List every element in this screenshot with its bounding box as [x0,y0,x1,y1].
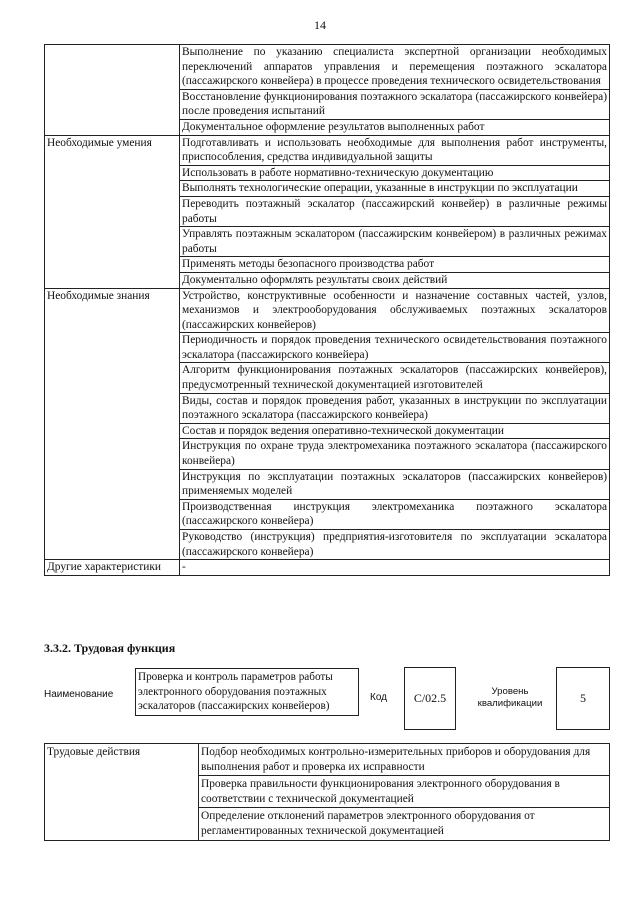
table-cell: Проверка правильности функционирования электронного оборудования в соответствии с технической документацией [199,776,610,808]
table-cell: Инструкция по охране труда электромеханика поэтажного эскалатора (пассажирского конвейера) [180,439,610,469]
level-box: 5 [556,667,610,730]
table-cell: Руководство (инструкция) предприятия-изготовителя по эксплуатации эскалатора (пассажирского конвейера) [180,530,610,560]
table-cell: Алгоритм функционирования поэтажных эскалаторов (пассажирских конвейеров), предусмотренный технической документацией изготовителей [180,363,610,393]
table-cell: Документальное оформление результатов выполненных работ [180,119,610,135]
table-cell: Применять методы безопасного производства работ [180,257,610,273]
name-label: Наименование [44,689,114,700]
table-cell: Выполнять технологические операции, указанные в инструкции по эксплуатации [180,181,610,197]
table-cell: Выполнение по указанию специалиста экспертной организации необходимых переключений аппаратов управления и перемещения поэтажного эскалатора (пассажирского конвейера) в процессе проведения технического освидетельствования [180,45,610,90]
actions-header: Трудовые действия [45,744,199,841]
table-row [45,135,610,165]
table-cell: Восстановление функционирования поэтажного эскалатора (пассажирского конвейера) после проведения испытаний [180,89,610,119]
empty-header-cell [45,45,180,136]
table-cell: Подбор необходимых контрольно-измерительных приборов и оборудования для выполнения работ и проверка их исправности [199,744,610,776]
table-cell: Устройство, конструктивные особенности и назначение составных частей, узлов, механизмов и электрооборудования обслуживаемых поэтажных эскалаторов (пассажирских конвейеров) [180,288,610,333]
table-cell: Подготавливать и использовать необходимые для выполнения работ инструменты, приспособления, средства индивидуальной защиты [180,135,610,165]
table-cell: Определение отклонений параметров электронного оборудования от регламентированных технической документацией [199,808,610,840]
table-cell: Использовать в работе нормативно-техническую документацию [180,165,610,181]
table-cell: Состав и порядок ведения оперативно-технической документации [180,423,610,439]
table-row [45,560,610,576]
skills-header: Необходимые умения [45,135,180,288]
table-row [45,45,610,90]
table-row [45,288,610,333]
table-cell: Периодичность и порядок проведения технического освидетельствования поэтажного эскалатора (пассажирского конвейера) [180,333,610,363]
level-label: Уровень квалификации [477,686,543,709]
table-cell: Инструкция по эксплуатации поэтажных эскалаторов (пассажирских конвейеров) применяемых моделей [180,469,610,499]
code-label: Код [370,692,388,703]
competency-table [44,44,610,576]
section-title: 3.3.2. Трудовая функция [44,641,176,655]
table-row [45,744,610,776]
actions-table [44,743,610,841]
table-cell: - [180,560,610,576]
page-number: 14 [314,18,326,32]
table-cell: Виды, состав и порядок проведения работ, указанных в инструкции по эксплуатации поэтажного эскалатора (пассажирского конвейера) [180,393,610,423]
code-box: C/02.5 [404,667,456,730]
table-cell: Управлять поэтажным эскалатором (пассажирским конвейером) в различных режимах работы [180,227,610,257]
table-cell: Производственная инструкция электромеханика поэтажного эскалатора (пассажирского конвейера) [180,499,610,529]
other-header: Другие характеристики [45,560,180,576]
knowledge-header: Необходимые знания [45,288,180,560]
table-cell: Документально оформлять результаты своих действий [180,272,610,288]
table-cell: Переводить поэтажный эскалатор (пассажирский конвейер) в различные режимы работы [180,196,610,226]
function-name-box: Проверка и контроль параметров работы электронного оборудования поэтажных эскалаторов (пассажирских конвейеров) [135,668,359,716]
